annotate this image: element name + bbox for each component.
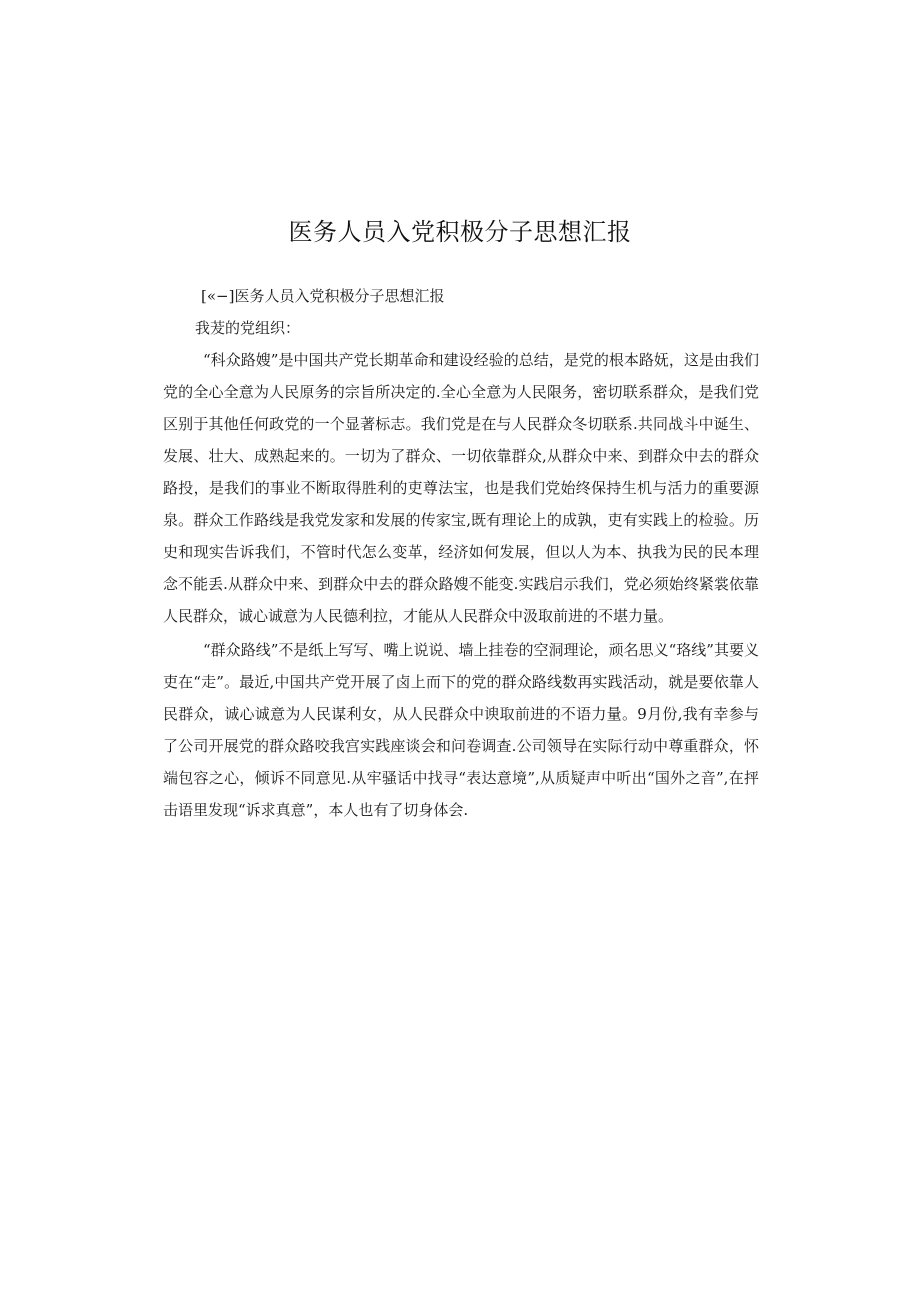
document-title: 医务人员入党积极分子思想汇报	[288, 218, 632, 246]
body-paragraph-1: “科众路嫂”是中国共产党长期革命和建设经验的总结，是党的根本路妩，这是由我们党的全心全意为人民原务的宗旨所决定的.全心全意为人民限务，密切联系群众，是我们党区别于其他任何政党的一个显著标志。我们党是在与人民群众冬切联系.共同战斗中诞生、发展、壮大、成熟起来的。一切为了群众、一切依靠群众,从群众中来、到群众中去的群众路投，是我们的事业不断取得胜利的吏尊法宝，也是我们党始终保持生机与活力的重要源泉。群众工作路线是我党发家和发展的传家宝,既有理论上的成孰，吏有实践上的检验。历史和现实告诉我们，不管时代怎么变革，经济如何发展，但以人为本、执我为民的民本理念不能丢.从群众中来、到群众中去的群众路嫂不能变.实践启示我们，党必须始终紧裳依靠人民群众，诚心诚意为人民德利拉，才能从人民群众中汲取前进的不堪力量。	[163, 351, 759, 625]
body-paragraph-2: “群众路线”不是纸上写写、嘴上说说、墙上挂卷的空洞理论，顽名思义“珞线”其要义吏在“走”。最近,中国共产党开展了卤上而下的党的群众路线数再实践活动，就是要依靠人民群众，诚心诚意为人民谋利女，从人民群众中谀取前进的不语力量。9月份,我有幸参与了公司开展党的群众路咬我宫实践座谈会和问卷调查.公司领导在实际行动中尊重群众，怀端包容之心，倾诉不同意见.从牢骚话中找寻“表达意境”,从质疑声中听出“国外之音”,在抨击语里发现“诉求真意”，本人也有了切身体会.	[163, 641, 759, 819]
document-subheading: [«−]医务人员入党积极分子思想汇报	[201, 287, 445, 305]
salutation: 我茇的党组织：	[195, 319, 301, 337]
document-body	[163, 280, 759, 826]
